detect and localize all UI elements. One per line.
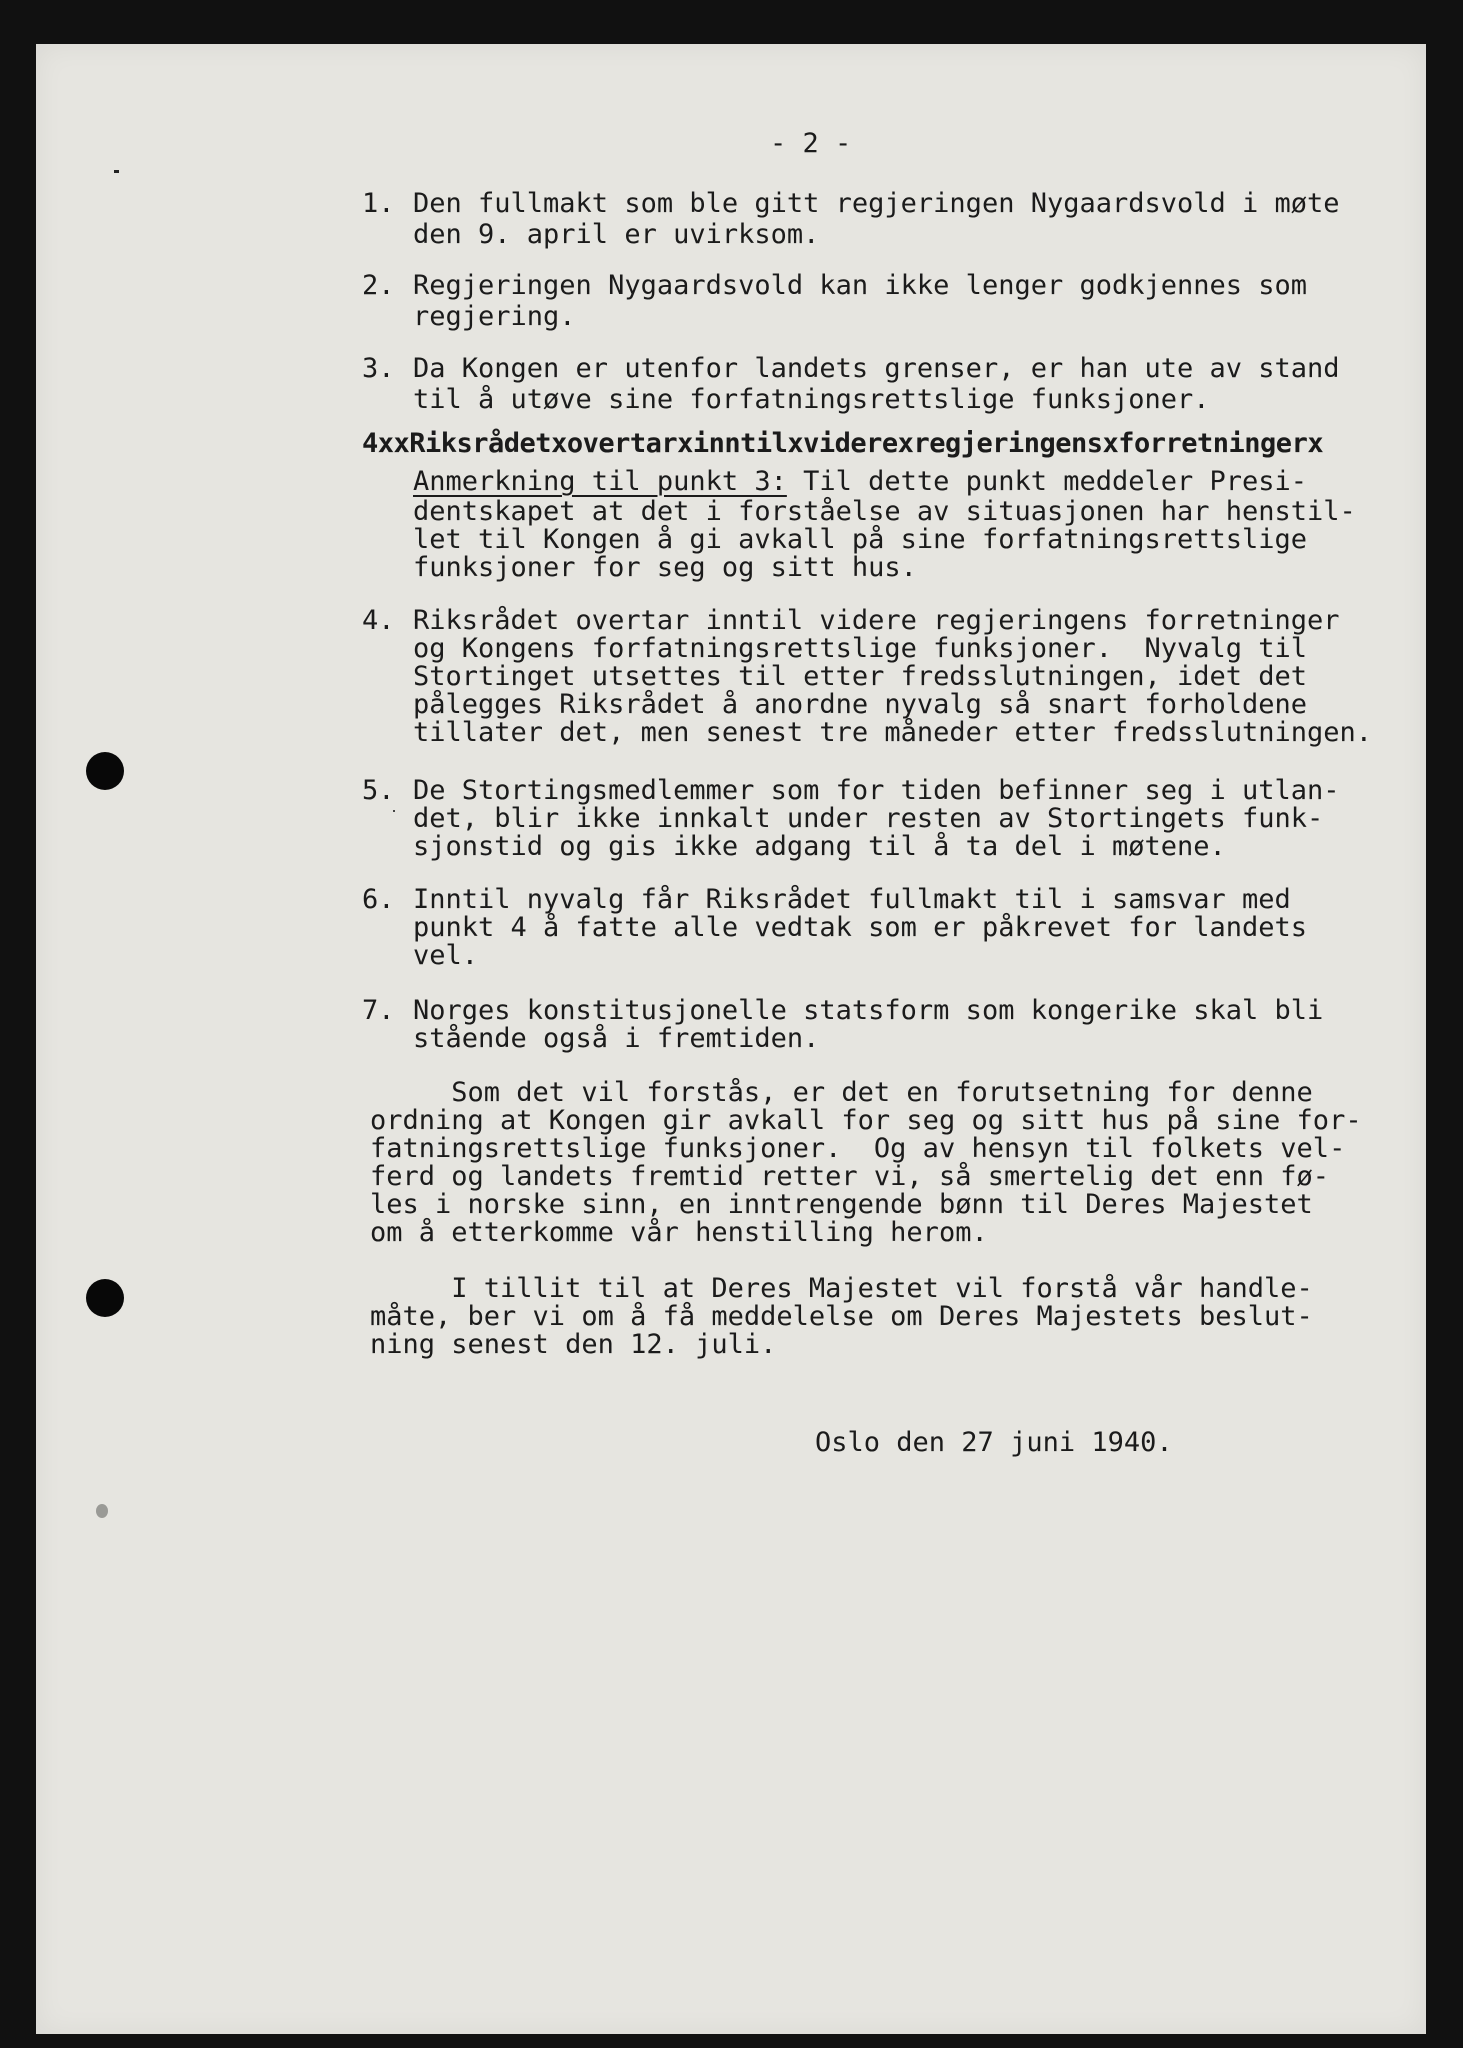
paragraph-line: ferd og landets fremtid retter vi, så smertelig det enn fø-: [370, 1161, 1330, 1192]
item-line: Riksrådet overtar inntil videre regjeringens forretninger: [413, 605, 1340, 636]
place-and-date: Oslo den 27 juni 1940.: [815, 1427, 1173, 1458]
item-number: 7.: [362, 995, 395, 1026]
item-number: 3.: [362, 353, 395, 384]
paragraph-line: ordning at Kongen gir avkall for seg og sitt hus på sine for-: [370, 1105, 1362, 1136]
item-line: Den fullmakt som ble gitt regjeringen Nygaardsvold i møte: [413, 188, 1340, 219]
annotation-line: funksjoner for seg og sitt hus.: [413, 552, 917, 583]
paragraph-line: les i norske sinn, en inntrengende bønn til Deres Majestet: [370, 1189, 1313, 1220]
item-line: sjonstid og gis ikke adgang til å ta del i møtene.: [413, 831, 1226, 862]
item-number: 4.: [362, 605, 395, 636]
item-line: De Stortingsmedlemmer som for tiden befinner seg i utlan-: [413, 775, 1340, 806]
item-number: 2.: [362, 270, 395, 301]
annotation-first-line-rest: Til dette punkt meddeler Presi-: [786, 466, 1308, 497]
item-number: 1.: [362, 188, 395, 219]
item-line: Norges konstitusjonelle statsform som kongerike skal bli: [413, 995, 1324, 1026]
item-line: Da Kongen er utenfor landets grenser, er han ute av stand: [413, 353, 1340, 384]
item-number: 6.: [362, 884, 395, 915]
item-line: til å utøve sine forfatningsrettslige funksjoner.: [413, 384, 1210, 415]
item-line: vel.: [413, 940, 479, 971]
annotation-line: dentskapet at det i forståelse av situasjonen har henstil-: [413, 496, 1356, 527]
annotation-heading: Anmerkning til punkt 3:: [413, 466, 787, 497]
struck-out-line: 4xxRiksrådetxovertarxinntilxviderexregjeringensxforretningerx: [362, 428, 1324, 459]
item-line: tillater det, men senest tre måneder etter fredsslutningen.: [413, 717, 1373, 748]
item-line: Inntil nyvalg får Riksrådet fullmakt til i samsvar med: [413, 884, 1291, 915]
punch-hole-upper: [86, 752, 124, 790]
item-line: den 9. april er uvirksom.: [413, 219, 820, 250]
paragraph-line: ning senest den 12. juli.: [370, 1329, 777, 1360]
annotation-line: let til Kongen å gi avkall på sine forfatningsrettslige: [413, 524, 1308, 555]
margin-mark: [114, 170, 119, 173]
item-line: pålegges Riksrådet å anordne nyvalg så snart forholdene: [413, 689, 1308, 720]
margin-dot: [393, 810, 395, 812]
page-number: - 2 -: [770, 128, 852, 159]
annotation-first-line: [413, 466, 1307, 497]
paper-smudge: [96, 1504, 108, 1518]
item-line: stående også i fremtiden.: [413, 1023, 820, 1054]
item-line: regjering.: [413, 301, 576, 332]
paragraph-line: I tillit til at Deres Majestet vil forstå vår handle-: [370, 1273, 1313, 1304]
item-line: det, blir ikke innkalt under resten av Stortingets funk-: [413, 803, 1324, 834]
item-number: 5.: [362, 775, 395, 806]
paragraph-line: måte, ber vi om å få meddelelse om Deres Majestets beslut-: [370, 1301, 1313, 1332]
item-line: Regjeringen Nygaardsvold kan ikke lenger godkjennes som: [413, 270, 1308, 301]
paragraph-line: om å etterkomme vår henstilling herom.: [370, 1217, 988, 1248]
item-line: Stortinget utsettes til etter fredsslutningen, idet det: [413, 661, 1308, 692]
item-line: og Kongens forfatningsrettslige funksjoner. Nyvalg til: [413, 633, 1308, 664]
paragraph-line: fatningsrettslige funksjoner. Og av hensyn til folkets vel-: [370, 1133, 1346, 1164]
punch-hole-lower: [86, 1279, 124, 1317]
item-line: punkt 4 å fatte alle vedtak som er påkrevet for landets: [413, 912, 1308, 943]
paragraph-line: Som det vil forstås, er det en forutsetning for denne: [370, 1077, 1313, 1108]
